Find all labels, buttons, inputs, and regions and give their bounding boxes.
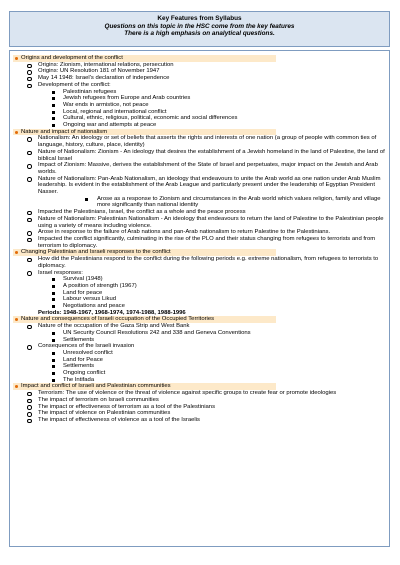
header-subtitle: Questions on this topic in the HSC come from the key features — [104, 22, 295, 30]
list-item-text: Development of the conflict: — [38, 81, 111, 88]
section-heading — [13, 383, 276, 390]
sub-list-item-text: Cultural, ethnic, religious, political, economic and social differences — [63, 115, 238, 122]
hollow-bullet-icon — [27, 258, 32, 263]
list-item-text: Nature of Nationalism: Pan-Arab Nationalism, an ideology that endeavours to unite the Arab world as one nation under Arab Muslim leadership. Is evident in the establishment of the Arab League and particularly present under the leadership of Egyptian President Nasser. — [38, 175, 381, 196]
periods-text: Periods: 1948-1967, 1968-1974, 1974-1988, 1988-1996 — [38, 309, 186, 316]
list-item-text: The impact or effectiveness of terrorism as a tool of the Palestinians — [38, 403, 216, 410]
hollow-bullet-icon — [27, 177, 32, 182]
sub-list-item-text: Land for peace — [63, 289, 103, 296]
sub-list-item-text: Ongoing conflict — [63, 370, 106, 377]
list-item-text: Consequences of the Israeli invasion — [38, 343, 135, 350]
list-item — [13, 390, 386, 397]
square-bullet-icon — [52, 298, 55, 301]
square-bullet-icon — [52, 339, 55, 342]
sub-list-item — [13, 89, 386, 96]
sub-list-item-text: UN Security Council Resolutions 242 and 338 and Geneva Conventions — [63, 329, 251, 336]
sub-list-item — [13, 196, 386, 209]
header-title: Key Features from Syllabus — [157, 15, 242, 22]
hollow-bullet-icon — [27, 412, 32, 417]
square-bullet-icon — [52, 117, 55, 120]
list-item — [13, 229, 386, 236]
hollow-bullet-icon — [27, 405, 32, 410]
list-item-text: Terrorism: The use of violence or the threat of violence against specific groups to create fear or promote ideologies — [38, 390, 337, 397]
hollow-bullet-icon — [27, 137, 32, 142]
sub-list-item-text: Negotiations and peace — [63, 303, 125, 310]
header-note: There is a high emphasis on analytical questions. — [124, 30, 275, 38]
sub-list-item — [13, 115, 386, 122]
sub-list-item-text: Palestinian refugees — [63, 88, 117, 95]
list-item — [13, 216, 386, 229]
sub-list-item-text: Survival (1948) — [63, 276, 103, 283]
list-item-text: Israel responses: — [38, 269, 83, 276]
orange-bullet-icon — [15, 318, 18, 321]
hollow-bullet-icon — [27, 84, 32, 89]
square-bullet-icon — [52, 372, 55, 375]
hollow-bullet-icon — [27, 231, 32, 236]
square-bullet-icon — [85, 198, 88, 201]
square-bullet-icon — [52, 104, 55, 107]
sub-list-item-text: Land for Peace — [63, 356, 103, 363]
sub-list-item-text: Settlements — [63, 336, 95, 343]
list-item — [13, 176, 386, 196]
square-bullet-icon — [52, 91, 55, 94]
list-item-text: How did the Palestinians respond to the conflict during the following periods e.g. extreme nationalism, from refugees to terrorists to diplomacy. — [38, 256, 379, 269]
list-item — [13, 209, 386, 216]
sub-list-item — [13, 350, 386, 357]
hollow-bullet-icon — [27, 70, 32, 75]
sub-list-item — [13, 102, 386, 109]
sub-list-item-text: The Intifada — [63, 376, 95, 383]
list-item-text: Nationalism: An ideology or set of beliefs that asserts the rights and interests of one nation (a group of people with common ties of language, history, culture, place, identity) — [38, 135, 377, 149]
sub-list-item — [13, 370, 386, 377]
hollow-bullet-icon — [27, 77, 32, 82]
sub-list-item-text: Settlements — [63, 363, 95, 370]
list-item-text: Nature of Nationalism: Zionism - An ideology that desires the establishment of a Jewish homeland in the land of Palestine, the land of biblical Israel — [38, 148, 385, 162]
list-item-text: Origins: Zionism, international relations, persecution — [38, 61, 174, 68]
square-bullet-icon — [52, 97, 55, 100]
list-item-text: Arose in response to the failure of Arab nations and pan-Arab nationalism to return Palestine to the Palestinians. — [38, 229, 331, 236]
hollow-bullet-icon — [27, 64, 32, 69]
list-item-text: Impact of Zionism: Massive, derives the establishment of the State of Israel and perpetuates, major impact on the Jewish and Arab worlds. — [38, 162, 378, 175]
square-bullet-icon — [52, 352, 55, 355]
square-bullet-icon — [52, 111, 55, 114]
list-item — [13, 256, 386, 269]
list-item-text: Impacted the Palestinians, Israel, the conflict as a whole and the peace process — [38, 209, 246, 216]
list-item-text: The impact of effectiveness of violence as a tool of the Israelis — [38, 416, 200, 423]
square-bullet-icon — [52, 285, 55, 288]
list-item — [13, 404, 386, 411]
list-item-text: Origins: UN Resolution 181 of November 1947 — [38, 68, 160, 75]
sub-list-item-text: Labour versus Likud — [63, 296, 117, 303]
orange-bullet-icon — [15, 57, 18, 60]
sub-list-item — [13, 337, 386, 344]
sub-list-item — [13, 95, 386, 102]
sub-list-item — [13, 303, 386, 310]
syllabus-list — [9, 50, 390, 547]
square-bullet-icon — [52, 305, 55, 308]
hollow-bullet-icon — [27, 238, 32, 243]
list-item — [13, 68, 386, 75]
sub-list-item-text: Local, regional and international conflict — [63, 108, 167, 115]
hollow-bullet-icon — [27, 211, 32, 216]
list-item-text: Impacted the conflict significantly, culminating in the rise of the PLO and their status changing from refugees to terrorists and from terrorism to diplomacy. — [38, 235, 376, 249]
sub-list-item — [13, 363, 386, 370]
list-item — [13, 149, 386, 162]
section-heading — [13, 55, 276, 62]
sub-list-item — [13, 122, 386, 129]
list-item-text: The impact of terrorism on Israeli communities — [38, 396, 159, 403]
sub-list-item-text: A position of strength (1967) — [63, 282, 137, 289]
section-heading-text: Nature and consequences of Israeli occupation of the Occupied Territories — [21, 316, 215, 323]
section-heading-text: Impact and conflict of Israeli and Palestinian communities — [21, 383, 171, 390]
sub-list-item — [13, 109, 386, 116]
sub-list-item-text: War ends in armistice, not peace — [63, 101, 149, 108]
orange-bullet-icon — [15, 385, 18, 388]
periods-line — [13, 310, 386, 317]
list-item — [13, 323, 386, 330]
sub-list-item — [13, 290, 386, 297]
orange-bullet-icon — [15, 131, 18, 134]
list-item — [13, 162, 386, 175]
square-bullet-icon — [52, 365, 55, 368]
square-bullet-icon — [52, 278, 55, 281]
syllabus-header — [9, 11, 390, 47]
sub-list-item-text: Jewish refugees from Europe and Arab countries — [63, 95, 191, 102]
section-heading-text: Nature and impact of nationalism — [21, 128, 108, 135]
sub-list-item-text: Unresolved conflict — [63, 349, 113, 356]
list-item — [13, 410, 386, 417]
section-heading — [13, 249, 276, 256]
square-bullet-icon — [52, 359, 55, 362]
hollow-bullet-icon — [27, 151, 32, 156]
sub-list-item — [13, 296, 386, 303]
sub-list-item — [13, 377, 386, 384]
list-item — [13, 82, 386, 89]
sub-list-item — [13, 357, 386, 364]
list-item-text: The impact of violence on Palestinian communities — [38, 410, 171, 417]
section-heading-text: Origins and development of the conflict — [21, 55, 123, 61]
hollow-bullet-icon — [27, 164, 32, 169]
sub-list-item — [13, 283, 386, 290]
section-heading — [13, 129, 276, 136]
list-item — [13, 135, 386, 148]
square-bullet-icon — [52, 379, 55, 382]
hollow-bullet-icon — [27, 325, 32, 330]
sub-list-item — [13, 276, 386, 283]
list-item-text: Nature of the occupation of the Gaza Strip and West Bank — [38, 323, 190, 330]
list-item — [13, 343, 386, 350]
hollow-bullet-icon — [27, 218, 32, 223]
list-item — [13, 236, 386, 249]
square-bullet-icon — [52, 292, 55, 295]
hollow-bullet-icon — [27, 399, 32, 404]
square-bullet-icon — [52, 332, 55, 335]
hollow-bullet-icon — [27, 271, 32, 276]
hollow-bullet-icon — [27, 345, 32, 350]
list-item — [13, 417, 386, 424]
list-item — [13, 75, 386, 82]
list-item — [13, 62, 386, 69]
list-item-text: Nature of Nationalism: Palestinian Nationalism - An ideology that endeavours to return the land of Palestine to the Palestinian people using a variety of means including violence. — [38, 215, 384, 229]
hollow-bullet-icon — [27, 392, 32, 397]
sub-list-item-text: Ongoing war and attempts at peace — [63, 122, 157, 129]
square-bullet-icon — [52, 124, 55, 127]
hollow-bullet-icon — [27, 419, 32, 424]
sub-list-item — [13, 330, 386, 337]
list-item — [13, 270, 386, 277]
list-item-text: May 14 1948: Israel's declaration of independence — [38, 75, 170, 82]
section-heading — [13, 316, 276, 323]
sub-list-item-text: Arose as a response to Zionism and circumstances in the Arab world which values religion, family and village more significantly than national identity — [97, 195, 381, 209]
section-heading-text: Changing Palestinian and Israeli responses to the conflict — [21, 249, 171, 256]
list-item — [13, 397, 386, 404]
orange-bullet-icon — [15, 251, 18, 254]
